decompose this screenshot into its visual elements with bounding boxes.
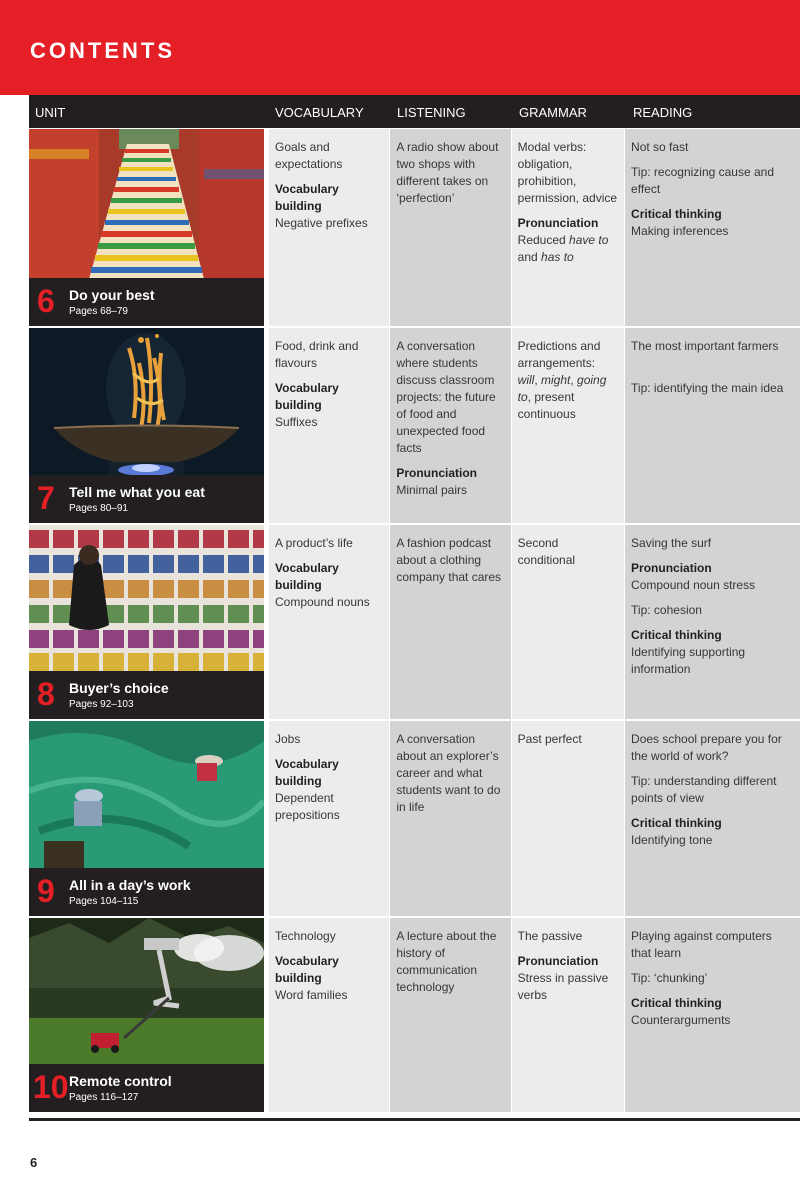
vocabulary-building: Negative prefixes <box>275 216 368 230</box>
unit-pages: Pages 104–115 <box>69 896 139 907</box>
unit-label[interactable] <box>29 278 264 326</box>
listening-cell <box>390 721 511 916</box>
pronunciation-text: Stress in passive verbs <box>517 971 609 1002</box>
unit-cell <box>29 918 264 1112</box>
vocabulary-cell <box>269 721 390 916</box>
listening-cell <box>390 525 511 719</box>
colorful-staircase-image <box>29 129 264 279</box>
unit-label[interactable] <box>29 868 264 916</box>
shoe-wall-image <box>29 525 264 675</box>
unit-title[interactable]: Do your best <box>69 287 155 303</box>
header-unit: UNIT <box>35 105 66 120</box>
reading-cell <box>625 918 800 1112</box>
reading-title: Not so fast <box>631 140 689 154</box>
reading-title: Playing against computers that learn <box>631 929 772 960</box>
unit-number: 8 <box>37 676 55 712</box>
vocabulary-cell <box>269 525 390 719</box>
header-reading: READING <box>633 105 693 120</box>
unit-row-7 <box>29 326 800 523</box>
reading-cell <box>625 328 800 523</box>
grammar-cell <box>512 129 625 326</box>
vocabulary-building-label: Vocabulary building <box>275 757 339 788</box>
unit-title[interactable]: Remote control <box>69 1073 172 1089</box>
vocabulary-topic: A product’s life <box>275 536 353 550</box>
unit-row-9 <box>29 719 800 916</box>
unit-row-10 <box>29 916 800 1112</box>
listening-cell <box>390 328 511 523</box>
unit-number: 9 <box>37 873 55 909</box>
vocabulary-cell <box>269 328 390 523</box>
critical-thinking-label: Critical thinking <box>631 207 722 221</box>
unit-title[interactable]: All in a day’s work <box>69 877 191 893</box>
header-listening: LISTENING <box>397 105 466 120</box>
unit-number: 7 <box>37 480 55 516</box>
grammar-cell <box>512 721 625 916</box>
critical-thinking-label: Critical thinking <box>631 996 722 1010</box>
critical-thinking-text: Counterarguments <box>631 1013 731 1027</box>
vocabulary-topic: Food, drink and flavours <box>275 339 359 370</box>
listening-text: A radio show about two shops with different takes on ‘perfection’ <box>396 140 499 205</box>
reading-cell <box>625 129 800 326</box>
pronunciation-label: Pronunciation <box>517 954 599 968</box>
reading-title: Does school prepare you for the world of work? <box>631 732 782 763</box>
pronunciation-label: Pronunciation <box>396 466 477 480</box>
reading-title: Saving the surf <box>631 536 712 550</box>
critical-thinking-text: Identifying supporting information <box>631 645 746 676</box>
unit-pages: Pages 68–79 <box>69 306 128 317</box>
unit-label[interactable] <box>29 475 264 523</box>
listening-text: A conversation about an explorer’s career and what students want to do in life <box>396 732 501 814</box>
grammar-cell <box>512 525 625 719</box>
header-grammar: GRAMMAR <box>519 105 587 120</box>
grammar-text: Predictions and arrangements: will, might, going to, present continuous <box>517 339 607 421</box>
unit-title[interactable]: Buyer’s choice <box>69 680 169 696</box>
pronunciation-label: Pronunciation <box>517 216 599 230</box>
critical-thinking-text: Identifying tone <box>631 833 713 847</box>
grammar-text: Modal verbs: obligation, prohibition, permission, advice <box>517 140 618 205</box>
grammar-cell <box>512 918 625 1112</box>
vocabulary-building: Word families <box>275 988 348 1002</box>
listening-text: A conversation where students discuss classroom projects: the future of food and unexpected food facts <box>396 339 496 455</box>
page-title: CONTENTS <box>30 38 175 63</box>
table-header <box>29 95 800 128</box>
listening-cell <box>390 918 511 1112</box>
unit-title[interactable]: Tell me what you eat <box>69 484 205 500</box>
grammar-text: The passive <box>517 929 583 943</box>
critical-thinking-text: Making inferences <box>631 224 729 238</box>
unit-number: 6 <box>37 283 55 319</box>
reading-title: The most important farmers <box>631 339 779 353</box>
reading-tip: Tip: ‘chunking’ <box>631 971 708 985</box>
vocabulary-building: Dependent prepositions <box>275 791 340 822</box>
reading-cell <box>625 525 800 719</box>
noodles-wok-image <box>29 328 264 478</box>
vocabulary-building-label: Vocabulary building <box>275 561 339 592</box>
reading-tip: Tip: cohesion <box>631 603 702 617</box>
critical-thinking-label: Critical thinking <box>631 628 722 642</box>
unit-row-6 <box>29 128 800 326</box>
bottom-rule <box>29 1118 800 1121</box>
grammar-text: Past perfect <box>517 732 582 746</box>
unit-cell <box>29 129 264 326</box>
pronunciation-label: Pronunciation <box>631 561 712 575</box>
pronunciation-text: Reduced have to and has to <box>517 233 609 264</box>
unit-pages: Pages 80–91 <box>69 503 128 514</box>
listening-cell <box>390 129 511 326</box>
contents-banner <box>0 0 800 95</box>
unit-cell <box>29 525 264 719</box>
reading-tip: Tip: identifying the main idea <box>631 381 784 395</box>
vocabulary-building-label: Vocabulary building <box>275 381 339 412</box>
vocabulary-cell <box>269 918 390 1112</box>
vocabulary-building-label: Vocabulary building <box>275 954 339 985</box>
vocabulary-building: Suffixes <box>275 415 318 429</box>
unit-number: 10 <box>33 1069 69 1105</box>
vocabulary-building: Compound nouns <box>275 595 370 609</box>
listening-text: A fashion podcast about a clothing company that cares <box>396 536 502 584</box>
pronunciation-text: Minimal pairs <box>396 483 468 497</box>
robot-lawnmower-image <box>29 918 264 1068</box>
listening-text: A lecture about the history of communication technology <box>396 929 497 994</box>
vocabulary-building-label: Vocabulary building <box>275 182 339 213</box>
reading-tip: Tip: recognizing cause and effect <box>631 165 775 196</box>
vocabulary-cell <box>269 129 390 326</box>
contents-table <box>29 95 800 1112</box>
unit-pages: Pages 116–127 <box>69 1092 139 1103</box>
unit-row-8 <box>29 523 800 719</box>
reading-cell <box>625 721 800 916</box>
reading-tip: Tip: understanding different points of view <box>631 774 777 805</box>
grammar-cell <box>512 328 625 523</box>
unit-cell <box>29 721 264 916</box>
critical-thinking-label: Critical thinking <box>631 816 722 830</box>
unit-label[interactable] <box>29 671 264 719</box>
pronunciation-text: Compound noun stress <box>631 578 756 592</box>
header-vocabulary: VOCABULARY <box>275 105 364 120</box>
unit-label[interactable] <box>29 1064 264 1112</box>
page-number: 6 <box>30 1155 38 1170</box>
fishing-net-image <box>29 721 264 871</box>
vocabulary-topic: Technology <box>275 929 336 943</box>
grammar-text: Second conditional <box>517 536 576 567</box>
vocabulary-topic: Goals and expectations <box>275 140 343 171</box>
vocabulary-topic: Jobs <box>275 732 301 746</box>
unit-cell <box>29 328 264 523</box>
unit-pages: Pages 92–103 <box>69 699 134 710</box>
